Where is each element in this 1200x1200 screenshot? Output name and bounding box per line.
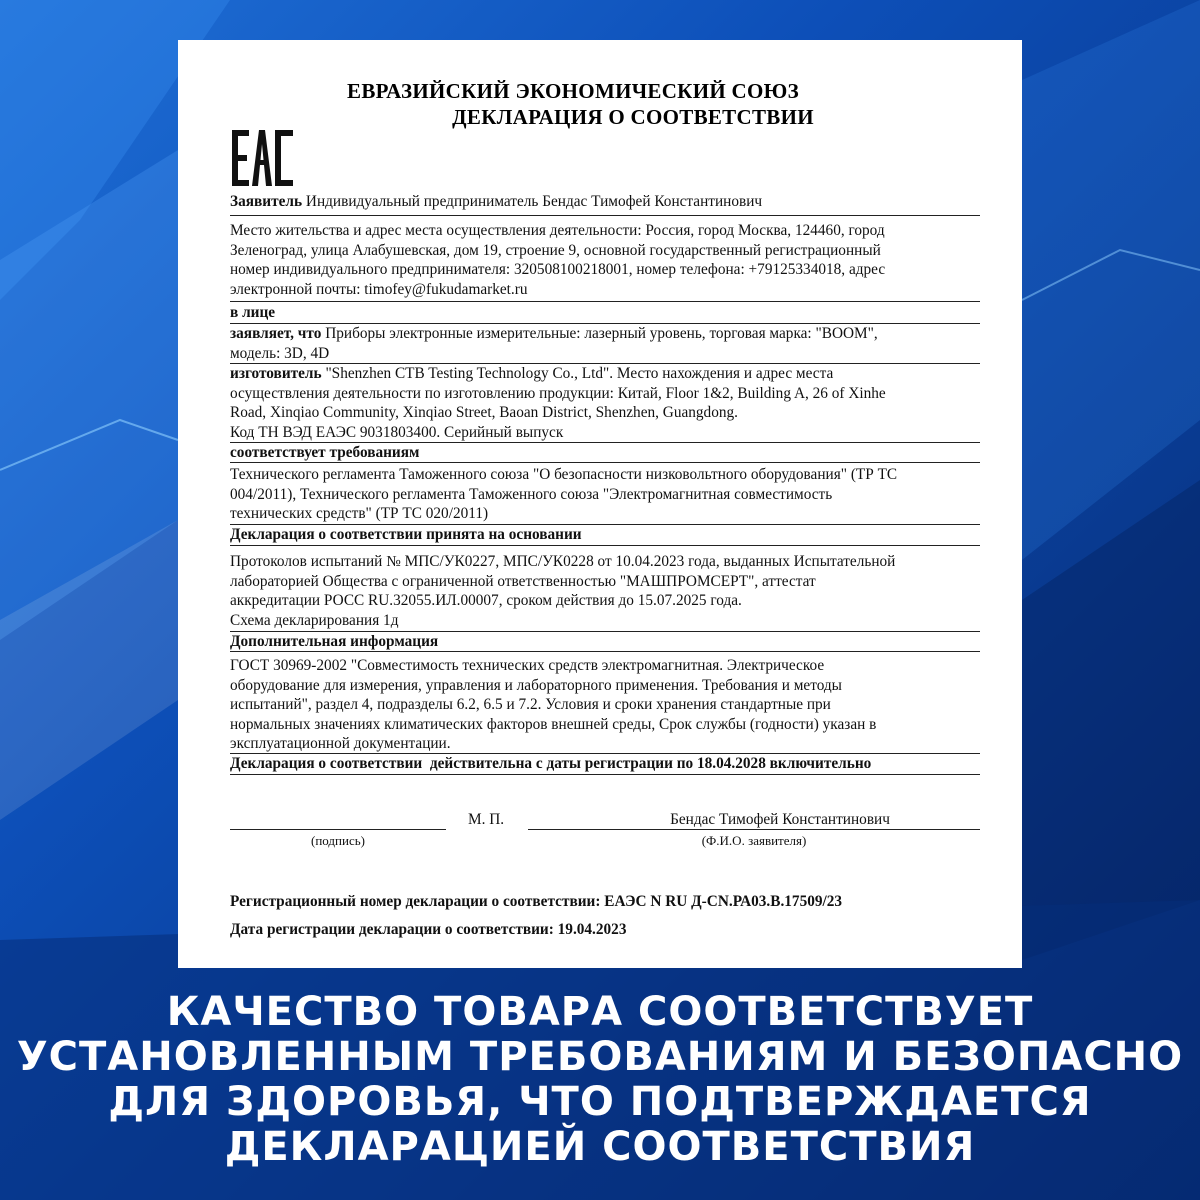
caption-line: ДЕКЛАРАЦИЕЙ СООТВЕТСТВИЯ — [224, 1124, 976, 1170]
requirements-header — [230, 443, 980, 463]
address-line: Зеленоград, улица Алабушевская, дом 19, строение 9, основной государственный регистрационный — [230, 241, 881, 259]
declares-label: заявляет, что — [230, 325, 322, 342]
manufacturer-line: Код ТН ВЭД ЕАЭС 9031803400. Серийный выпуск — [230, 423, 564, 441]
signer-name: Бендас Тимофей Константинович — [670, 811, 890, 828]
signature-line — [230, 829, 446, 830]
basis-line: аккредитации РОСС RU.32055.ИЛ.00007, сроком действия до 15.07.2025 года. — [230, 592, 742, 609]
header-declaration-title: ДЕКЛАРАЦИЯ О СООТВЕТСТВИИ — [452, 105, 814, 129]
manufacturer-line: Road, Xinqiao Community, Xinqiao Street, Baoan District, Shenzhen, Guangdong. — [230, 404, 738, 421]
declaration-sheet — [178, 40, 1022, 968]
stamp-label: М. П. — [468, 811, 505, 828]
caption-line: ДЛЯ ЗДОРОВЬЯ, ЧТО ПОДТВЕРЖДАЕТСЯ — [108, 1079, 1092, 1125]
address-line: номер индивидуального предпринимателя: 320508100218001, номер телефона: +79125334018, адрес — [230, 261, 886, 278]
manufacturer-line: осуществления деятельности по изготовлению продукции: Китай, Floor 1&2, Building A, 26 of Xinhe — [230, 384, 886, 402]
additional-header — [230, 632, 980, 652]
divider — [230, 462, 980, 463]
requirements-line: технических средств" (ТР ТС 020/2011) — [230, 505, 489, 522]
additional-label: Дополнительная информация — [230, 633, 439, 650]
divider — [230, 215, 980, 216]
address-block — [230, 221, 980, 299]
declares-value: Приборы электронные измерительные: лазерный уровень, торговая марка: "BOOM", — [325, 325, 878, 342]
divider — [230, 545, 980, 546]
manufacturer-value: "Shenzhen CTB Testing Technology Co., Ltd". Место нахождения и адрес места — [325, 365, 834, 382]
registration-date-text: Дата регистрации декларации о соответствии: 19.04.2023 — [230, 921, 627, 938]
applicant-value: Индивидуальный предприниматель Бендас Тимофей Константинович — [305, 193, 763, 210]
header-union-title: ЕВРАЗИЙСКИЙ ЭКОНОМИЧЕСКИЙ СОЮЗ — [347, 79, 799, 103]
divider — [230, 301, 980, 302]
manufacturer-block — [230, 364, 980, 442]
eac-logo-icon — [232, 130, 296, 186]
applicant-label: Заявитель — [230, 193, 303, 210]
name-caption: (Ф.И.О. заявителя) — [701, 833, 807, 848]
additional-line: эксплуатационной документации. — [230, 735, 451, 752]
basis-header — [230, 525, 980, 545]
requirements-line: Технического регламента Таможенного союза "О безопасности низковольтного оборудования" (ТР ТС — [230, 466, 898, 483]
basis-line: Схема декларирования 1д — [230, 611, 399, 629]
basis-line: лабораторией Общества с ограниченной ответственностью "МАШПРОМСЕРТ", аттестат — [230, 572, 816, 590]
validity-row — [230, 754, 980, 774]
in-person-label: в лице — [230, 304, 276, 321]
address-line: Место жительства и адрес места осуществления деятельности: Россия, город Москва, 124460, город — [230, 222, 885, 239]
declares-model: модель: 3D, 4D — [230, 344, 330, 362]
caption-line: КАЧЕСТВО ТОВАРА СООТВЕТСТВУЕТ — [166, 989, 1034, 1035]
requirements-line: 004/2011), Технического регламента Таможенного союза "Электромагнитная совместимость — [230, 485, 833, 503]
in-person-row — [230, 303, 980, 323]
signature-caption: (подпись) — [311, 833, 365, 848]
basis-line: Протоколов испытаний № МПС/УК0227, МПС/УК0228 от 10.04.2023 года, выданных Испытательной — [230, 553, 896, 570]
basis-label: Декларация о соответствии принята на основании — [230, 526, 582, 543]
name-line — [528, 829, 980, 830]
declares-block — [230, 324, 980, 363]
divider — [230, 651, 980, 652]
basis-block — [230, 552, 980, 630]
document-header — [178, 78, 968, 130]
requirements-label: соответствует требованиям — [230, 444, 420, 461]
applicant-row — [230, 192, 980, 212]
additional-line: оборудование для измерения, управления и лабораторного применения. Требования и методы — [230, 676, 842, 694]
registration-date — [230, 920, 980, 940]
requirements-block — [230, 465, 980, 524]
promo-caption — [0, 990, 1200, 1170]
caption-line: УСТАНОВЛЕННЫМ ТРЕБОВАНИЯМ И БЕЗОПАСНО — [16, 1034, 1184, 1080]
divider — [230, 774, 980, 775]
additional-line: испытаний", раздел 4, подразделы 6.2, 6.5 и 7.2. Условия и сроки хранения стандартные при — [230, 696, 831, 713]
manufacturer-label: изготовитель — [230, 365, 322, 382]
additional-line: нормальных значениях климатических факторов внешней среды, Срок службы (годности) указан в — [230, 715, 877, 733]
registration-number — [230, 892, 980, 912]
validity-text: Декларация о соответствии действительна с даты регистрации по 18.04.2028 включительно — [230, 755, 872, 772]
additional-block — [230, 656, 980, 754]
additional-line: ГОСТ 30969-2002 "Совместимость технических средств электромагнитная. Электрическое — [230, 657, 825, 674]
address-line: электронной почты: timofey@fukudamarket.ru — [230, 280, 528, 298]
registration-number-text: Регистрационный номер декларации о соответствии: ЕАЭС N RU Д-CN.РА03.В.17509/23 — [230, 893, 843, 910]
